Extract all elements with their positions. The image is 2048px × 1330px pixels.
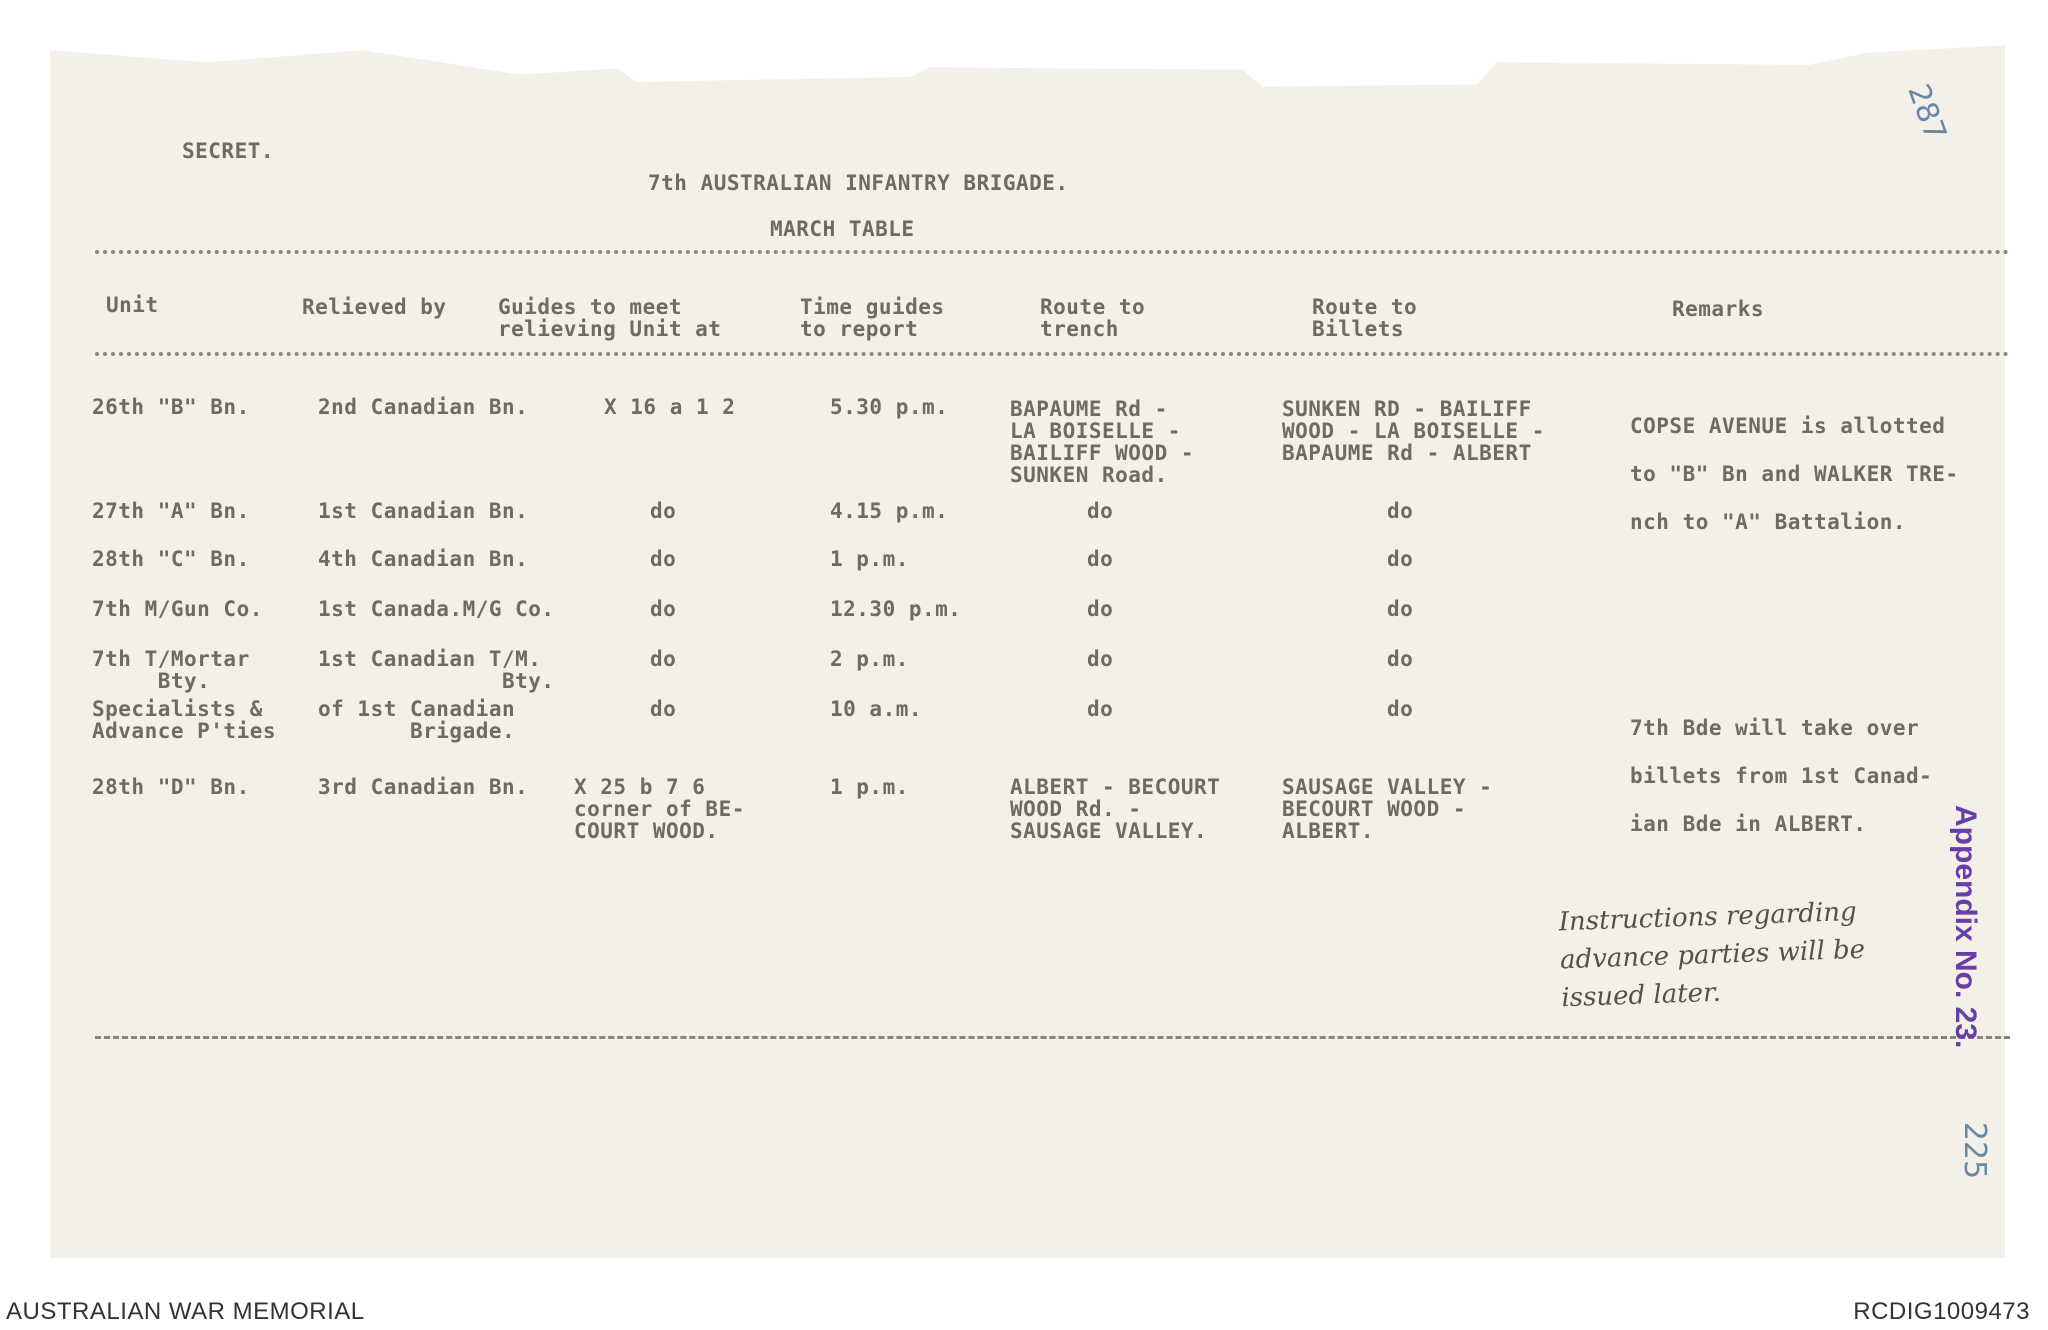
- table-row-unit: 26th "B" Bn.: [92, 395, 250, 419]
- table-row-trench: do: [1087, 597, 1114, 621]
- table-row-relieved: 1st Canadian Bn.: [318, 499, 529, 523]
- table-row-unit: Specialists & Advance P'ties: [92, 697, 277, 743]
- table-row-time: 2 p.m.: [830, 647, 909, 671]
- col-relieved-by: Relieved by: [302, 295, 447, 319]
- table-row-billets: SUNKEN RD - BAILIFF WOOD - LA BOISELLE - BAPAUME Rd - ALBERT: [1282, 397, 1545, 465]
- col-route-trench: Route to trench: [1040, 295, 1146, 341]
- secret-label: SECRET.: [182, 139, 275, 163]
- table-row-guides: do: [650, 647, 677, 671]
- col-route-billets: Route to Billets: [1312, 295, 1418, 341]
- table-row-relieved: 2nd Canadian Bn.: [318, 395, 529, 419]
- table-row-billets: do: [1387, 597, 1414, 621]
- table-row-unit: 28th "D" Bn.: [92, 775, 250, 799]
- appendix-stamp: Appendix No. 23.: [1949, 805, 1982, 1049]
- table-row-guides: do: [650, 697, 677, 721]
- table-row-billets: do: [1387, 647, 1414, 671]
- table-row-relieved: 4th Canadian Bn.: [318, 547, 529, 571]
- table-row-billets: SAUSAGE VALLEY - BECOURT WOOD - ALBERT.: [1282, 775, 1493, 843]
- table-row-relieved: 3rd Canadian Bn.: [318, 775, 529, 799]
- table-row-unit: 27th "A" Bn.: [92, 499, 250, 523]
- table-row-billets: do: [1387, 547, 1414, 571]
- remarks-top: COPSE AVENUE is allotted to "B" Bn and WALKER TRE- nch to "A" Battalion.: [1630, 414, 1959, 534]
- table-row-guides: do: [650, 499, 677, 523]
- footer-source: AUSTRALIAN WAR MEMORIAL: [6, 1298, 365, 1325]
- handwritten-note: Instructions regarding advance parties will be issued later.: [1558, 896, 1866, 1014]
- document-subtitle: MARCH TABLE: [770, 217, 915, 241]
- table-row-billets: do: [1387, 697, 1414, 721]
- table-row-trench: ALBERT - BECOURT WOOD Rd. - SAUSAGE VALLEY.: [1010, 775, 1221, 843]
- folio-number-top: 287: [1900, 79, 1953, 146]
- table-row-billets: do: [1387, 499, 1414, 523]
- table-row-unit: 7th T/Mortar Bty.: [92, 647, 250, 693]
- document-title: 7th AUSTRALIAN INFANTRY BRIGADE.: [648, 171, 1069, 195]
- folio-number-bottom: 225: [1957, 1121, 1993, 1180]
- table-row-time: 4.15 p.m.: [830, 499, 949, 523]
- table-row-trench: BAPAUME Rd - LA BOISELLE - BAILIFF WOOD - SUNKEN Road.: [1010, 397, 1195, 487]
- footer-id: RCDIG1009473: [1853, 1298, 2030, 1325]
- table-row-unit: 28th "C" Bn.: [92, 547, 250, 571]
- table-row-trench: do: [1087, 499, 1114, 523]
- table-row-relieved: 1st Canadian T/M. Bty.: [318, 647, 555, 693]
- table-row-relieved: 1st Canada.M/G Co.: [318, 597, 555, 621]
- table-row-trench: do: [1087, 547, 1114, 571]
- col-unit: Unit: [106, 293, 159, 317]
- table-row-trench: do: [1087, 697, 1114, 721]
- col-guides: Guides to meet relieving Unit at: [498, 295, 722, 341]
- table-row-time: 10 a.m.: [830, 697, 923, 721]
- table-row-trench: do: [1087, 647, 1114, 671]
- table-row-guides: X 16 a 1 2: [604, 395, 736, 419]
- remarks-bottom: 7th Bde will take over billets from 1st Canad- ian Bde in ALBERT.: [1630, 716, 1933, 836]
- table-row-time: 5.30 p.m.: [830, 395, 949, 419]
- col-time: Time guides to report: [800, 295, 945, 341]
- header-rule: [95, 250, 2010, 254]
- table-row-guides: X 25 b 7 6 corner of BE- COURT WOOD.: [574, 775, 745, 843]
- table-row-time: 12.30 p.m.: [830, 597, 962, 621]
- table-row-time: 1 p.m.: [830, 775, 909, 799]
- col-remarks: Remarks: [1672, 297, 1765, 321]
- table-row-unit: 7th M/Gun Co.: [92, 597, 263, 621]
- table-row-guides: do: [650, 597, 677, 621]
- closing-rule: [95, 1036, 2010, 1039]
- table-row-time: 1 p.m.: [830, 547, 909, 571]
- table-row-relieved: of 1st Canadian Brigade.: [318, 697, 516, 743]
- column-header-rule: [95, 352, 2010, 356]
- table-row-guides: do: [650, 547, 677, 571]
